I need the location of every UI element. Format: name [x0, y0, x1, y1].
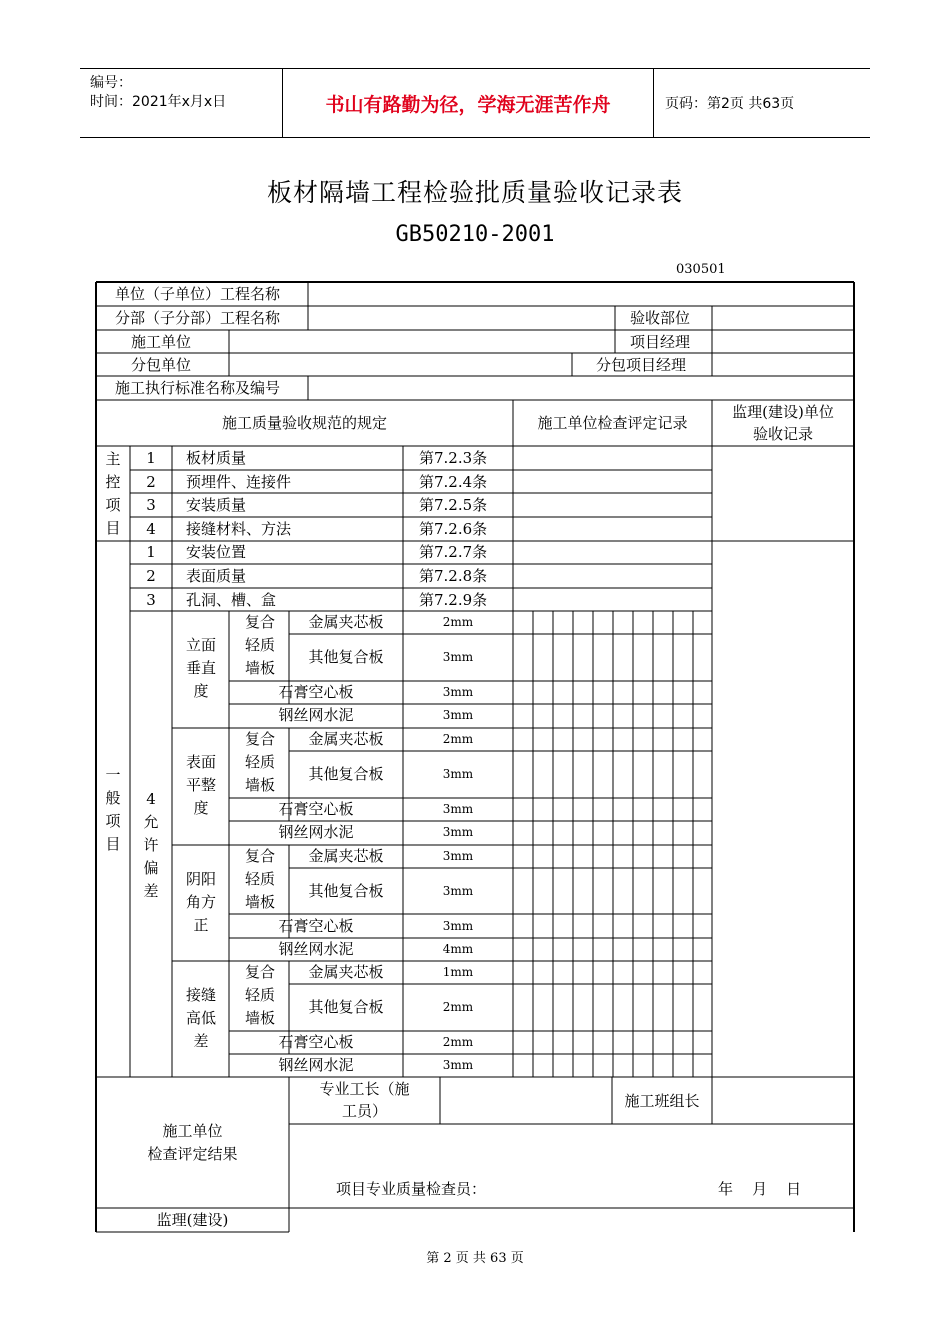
- composite-board-label: 复合轻质墙板: [244, 963, 275, 1027]
- tolerance-value: 3mm: [442, 650, 474, 664]
- supervision-header-line2: 验收记录: [752, 425, 813, 443]
- signoff-date: 年 月 日: [718, 1180, 802, 1198]
- main-item-name: 接缝材料、方法: [186, 520, 292, 538]
- tolerance-value: 3mm: [442, 919, 474, 933]
- main-item-no: 4: [146, 520, 156, 538]
- supervision-header-line1: 监理(建设)单位: [732, 403, 834, 421]
- standard-name-label: 施工执行标准名称及编号: [115, 379, 281, 397]
- main-item-clause: 第7.2.5条: [419, 496, 488, 514]
- main-item-clause: 第7.2.4条: [419, 473, 488, 491]
- main-control-label: 主控项目: [105, 450, 121, 537]
- composite-board-label: 复合轻质墙板: [244, 613, 275, 677]
- composite-board-label: 复合轻质墙板: [244, 847, 275, 911]
- wire-mesh-label: 钢丝网水泥: [278, 1056, 354, 1074]
- tolerance-value: 3mm: [442, 685, 474, 699]
- deviation-no: 4: [146, 790, 156, 808]
- other-composite-label: 其他复合板: [308, 648, 384, 666]
- main-item-no: 2: [146, 473, 156, 491]
- subcontract-unit-label: 分包单位: [131, 356, 192, 374]
- metal-core-label: 金属夹芯板: [308, 847, 384, 865]
- unit-result-line1: 施工单位: [162, 1122, 223, 1140]
- supervision-label: 监理(建设): [156, 1211, 229, 1229]
- tolerance-value: 3mm: [442, 767, 474, 781]
- page-footer: 第 2 页 共 63 页: [426, 1251, 524, 1266]
- unit-result-line2: 检查评定结果: [147, 1145, 238, 1163]
- number-label: 编号：: [90, 75, 132, 91]
- tolerance-value: 2mm: [442, 1000, 474, 1014]
- unit-project-label: 单位（子单位）工程名称: [115, 285, 281, 303]
- other-composite-label: 其他复合板: [308, 998, 384, 1016]
- wire-mesh-label: 钢丝网水泥: [278, 823, 354, 841]
- foreman-label-1: 专业工长（施: [319, 1080, 410, 1098]
- construction-unit-label: 施工单位: [131, 333, 192, 351]
- page-info: 页码：第2页 共63页: [665, 96, 795, 112]
- time-label: 时间：2021年x月x日: [90, 94, 227, 110]
- main-item-clause: 第7.2.6条: [419, 520, 488, 538]
- general-item-no: 1: [146, 543, 156, 561]
- main-item-name: 预埋件、连接件: [186, 473, 292, 491]
- general-label: 一般项目: [105, 766, 121, 853]
- wire-mesh-label: 钢丝网水泥: [278, 940, 354, 958]
- motto: 书山有路勤为径，学海无涯苦作舟: [282, 69, 654, 137]
- subcontract-manager-label: 分包项目经理: [596, 356, 687, 374]
- form-code: 030501: [676, 262, 726, 277]
- tolerance-value: 3mm: [442, 884, 474, 898]
- general-item-no: 3: [146, 591, 156, 609]
- tolerance-value: 3mm: [442, 849, 474, 863]
- general-item-no: 2: [146, 567, 156, 585]
- deviation-group-name: 立面垂直度: [185, 636, 216, 700]
- deviation-label: 允许偏差: [143, 813, 159, 900]
- general-item-name: 表面质量: [186, 567, 247, 585]
- gypsum-label: 石膏空心板: [278, 683, 354, 701]
- check-column-header: 施工单位检查评定记录: [537, 414, 688, 432]
- main-item-name: 板材质量: [186, 449, 247, 467]
- quality-inspector-label: 项目专业质量检查员：: [336, 1180, 487, 1198]
- general-item-clause: 第7.2.8条: [419, 567, 488, 585]
- acceptance-part-label: 验收部位: [630, 309, 691, 327]
- tolerance-value: 3mm: [442, 1058, 474, 1072]
- general-item-clause: 第7.2.9条: [419, 591, 488, 609]
- sub-project-label: 分部（子分部）工程名称: [115, 309, 281, 327]
- standard-code: GB50210-2001: [395, 222, 555, 247]
- deviation-group-name: 阴阳角方正: [185, 870, 216, 934]
- metal-core-label: 金属夹芯板: [308, 613, 384, 631]
- gypsum-label: 石膏空心板: [278, 917, 354, 935]
- wire-mesh-label: 钢丝网水泥: [278, 706, 354, 724]
- tolerance-value: 4mm: [442, 942, 474, 956]
- general-item-name: 孔洞、槽、盒: [186, 591, 277, 609]
- gypsum-label: 石膏空心板: [278, 1033, 354, 1051]
- main-item-clause: 第7.2.3条: [419, 449, 488, 467]
- deviation-group-name: 接缝高低差: [185, 986, 216, 1050]
- tolerance-value: 3mm: [442, 708, 474, 722]
- tolerance-value: 3mm: [442, 802, 474, 816]
- form-title: 板材隔墙工程检验批质量验收记录表: [266, 178, 683, 207]
- main-item-name: 安装质量: [186, 496, 247, 514]
- metal-core-label: 金属夹芯板: [308, 963, 384, 981]
- general-item-name: 安装位置: [186, 543, 247, 561]
- composite-board-label: 复合轻质墙板: [244, 730, 275, 794]
- project-manager-label: 项目经理: [630, 333, 691, 351]
- general-item-clause: 第7.2.7条: [419, 543, 488, 561]
- team-leader-label: 施工班组长: [624, 1092, 700, 1110]
- tolerance-value: 2mm: [442, 1035, 474, 1049]
- other-composite-label: 其他复合板: [308, 765, 384, 783]
- spec-column-header: 施工质量验收规范的规定: [221, 414, 387, 432]
- tolerance-value: 3mm: [442, 825, 474, 839]
- foreman-label-2: 工员）: [341, 1102, 387, 1120]
- main-item-no: 3: [146, 496, 156, 514]
- tolerance-value: 2mm: [442, 732, 474, 746]
- deviation-group-name: 表面平整度: [185, 753, 216, 817]
- main-item-no: 1: [146, 449, 156, 467]
- other-composite-label: 其他复合板: [308, 882, 384, 900]
- tolerance-value: 2mm: [442, 615, 474, 629]
- gypsum-label: 石膏空心板: [278, 800, 354, 818]
- tolerance-value: 1mm: [442, 965, 474, 979]
- metal-core-label: 金属夹芯板: [308, 730, 384, 748]
